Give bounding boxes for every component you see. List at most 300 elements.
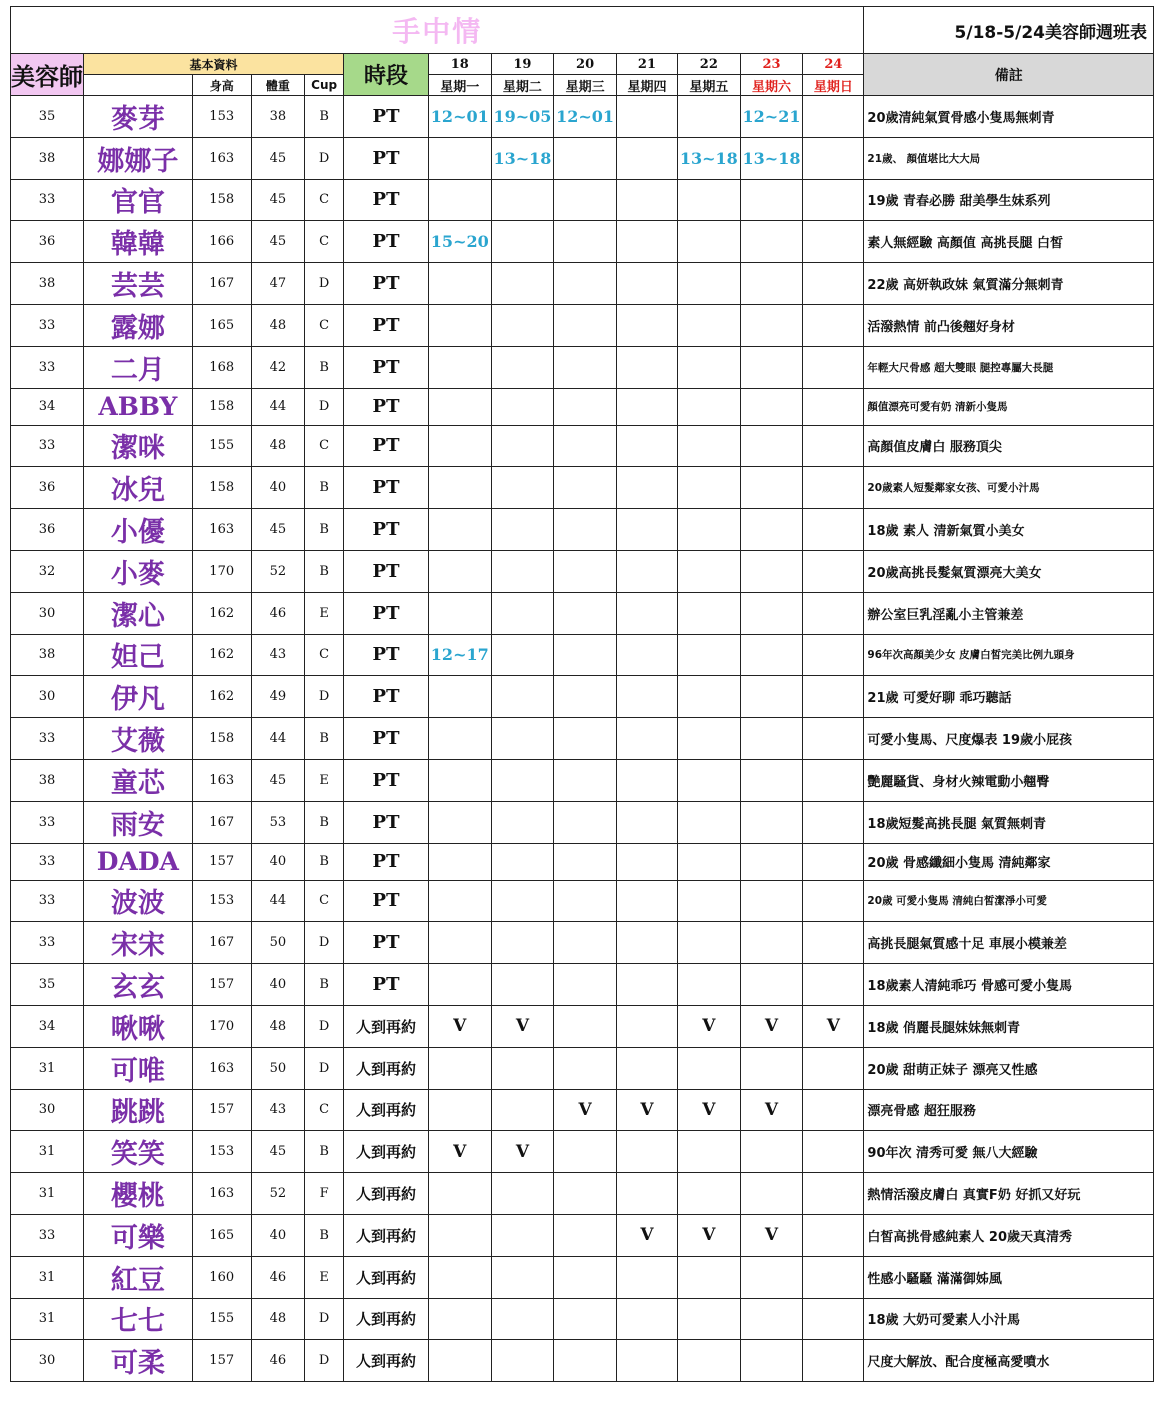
day-cell: [554, 922, 617, 964]
day-cell: [491, 550, 554, 592]
day-cell: [554, 964, 617, 1006]
day-cell: [678, 1340, 741, 1382]
note-cell: 20歲 骨感纖細小隻馬 清純鄰家: [864, 843, 1154, 880]
day-cell: [428, 801, 491, 843]
height-cell: 157: [192, 843, 251, 880]
day-cell: [678, 634, 741, 676]
note-cell: 高顏值皮膚白 服務頂尖: [864, 425, 1154, 467]
day-cell: [740, 1340, 803, 1382]
age-cell: 31: [11, 1173, 84, 1215]
day-cell: [616, 718, 677, 760]
beautician-name: 宋宋: [84, 922, 193, 964]
note-cell: 性感小騷騷 滿滿御姊風: [864, 1256, 1154, 1298]
beautician-name: 可柔: [84, 1340, 193, 1382]
day-cell: [740, 388, 803, 425]
day-cell: [616, 843, 677, 880]
day-cell: 13~18: [491, 137, 554, 179]
weekly-schedule-table: [10, 6, 1154, 1382]
height-cell: 163: [192, 137, 251, 179]
day-cell: 12~01: [554, 96, 617, 138]
height-cell: 163: [192, 1173, 251, 1215]
header-row-1: [11, 54, 1154, 75]
weight-cell: 40: [251, 964, 304, 1006]
day-cell: [803, 388, 864, 425]
day-cell: [678, 221, 741, 263]
day-cell: [803, 346, 864, 388]
day-cell: [803, 263, 864, 305]
weight-cell: 48: [251, 1298, 304, 1340]
cup-cell: B: [305, 509, 344, 551]
day-cell: [740, 843, 803, 880]
day-cell: [740, 922, 803, 964]
age-cell: 33: [11, 718, 84, 760]
table-row: [11, 221, 1154, 263]
note-cell: 白皙高挑骨感純素人 20歲天真清秀: [864, 1214, 1154, 1256]
slot-cell: PT: [344, 592, 429, 634]
age-cell: 33: [11, 179, 84, 221]
height-cell: 170: [192, 1005, 251, 1047]
height-cell: 166: [192, 221, 251, 263]
day-cell: [491, 1214, 554, 1256]
day-cell: [616, 880, 677, 922]
day-cell: [616, 1173, 677, 1215]
weight-cell: 44: [251, 718, 304, 760]
age-cell: 33: [11, 346, 84, 388]
beautician-name: ABBY: [84, 388, 193, 425]
cup-cell: E: [305, 592, 344, 634]
cup-cell: B: [305, 964, 344, 1006]
table-row: [11, 1298, 1154, 1340]
weight-cell: 48: [251, 425, 304, 467]
day-cell: [616, 759, 677, 801]
day-cell: [554, 718, 617, 760]
height-cell: 167: [192, 801, 251, 843]
note-cell: 顏值漂亮可愛有奶 清新小隻馬: [864, 388, 1154, 425]
note-cell: 活潑熱情 前凸後翹好身材: [864, 304, 1154, 346]
day-cell: [740, 1256, 803, 1298]
header-basic: 基本資料: [84, 54, 344, 75]
table-row: [11, 179, 1154, 221]
day-cell: [803, 843, 864, 880]
day-cell: [554, 1173, 617, 1215]
cup-cell: B: [305, 550, 344, 592]
slot-cell: PT: [344, 263, 429, 305]
beautician-name: 妲己: [84, 634, 193, 676]
slot-cell: 人到再約: [344, 1047, 429, 1089]
slot-cell: 人到再約: [344, 1173, 429, 1215]
note-cell: 艷麗騷貨、身材火辣電動小翹臀: [864, 759, 1154, 801]
header-weekday: 星期三: [554, 75, 617, 96]
day-cell: [616, 964, 677, 1006]
day-cell: [428, 676, 491, 718]
day-cell: [491, 304, 554, 346]
day-cell: [740, 425, 803, 467]
header-weekday: 星期五: [678, 75, 741, 96]
day-cell: [554, 1214, 617, 1256]
height-cell: 165: [192, 304, 251, 346]
height-cell: 162: [192, 592, 251, 634]
header-height: 身高: [192, 75, 251, 96]
day-cell: [740, 1047, 803, 1089]
height-cell: 163: [192, 759, 251, 801]
day-cell: [740, 346, 803, 388]
age-cell: 33: [11, 843, 84, 880]
weight-cell: 44: [251, 388, 304, 425]
beautician-name: 娜娜子: [84, 137, 193, 179]
day-cell: [491, 676, 554, 718]
day-cell: [678, 1131, 741, 1173]
beautician-name: 小優: [84, 509, 193, 551]
day-cell: [616, 221, 677, 263]
table-row: [11, 96, 1154, 138]
day-cell: [678, 759, 741, 801]
day-cell: [428, 964, 491, 1006]
header-weekday: 星期日: [803, 75, 864, 96]
day-cell: [554, 179, 617, 221]
beautician-name: 麥芽: [84, 96, 193, 138]
header-notes: 備註: [864, 54, 1154, 96]
age-cell: 38: [11, 634, 84, 676]
cup-cell: E: [305, 1256, 344, 1298]
table-row: [11, 634, 1154, 676]
day-cell: [616, 388, 677, 425]
age-cell: 30: [11, 592, 84, 634]
age-cell: 36: [11, 467, 84, 509]
note-cell: 20歲清純氣質骨感小隻馬無刺青: [864, 96, 1154, 138]
cup-cell: B: [305, 1214, 344, 1256]
day-cell: [491, 467, 554, 509]
day-cell: 12~01: [428, 96, 491, 138]
header-weekday: 星期一: [428, 75, 491, 96]
age-cell: 30: [11, 1340, 84, 1382]
table-row: [11, 1131, 1154, 1173]
cup-cell: C: [305, 1089, 344, 1131]
day-cell: [616, 1298, 677, 1340]
day-cell: [554, 801, 617, 843]
age-cell: 33: [11, 880, 84, 922]
day-cell: [491, 1298, 554, 1340]
age-cell: 33: [11, 425, 84, 467]
slot-cell: PT: [344, 759, 429, 801]
height-cell: 170: [192, 550, 251, 592]
beautician-name: DADA: [84, 843, 193, 880]
day-cell: [678, 880, 741, 922]
day-cell: [740, 964, 803, 1006]
day-cell: [428, 550, 491, 592]
note-cell: 18歲短髮高挑長腿 氣質無刺青: [864, 801, 1154, 843]
weight-cell: 46: [251, 592, 304, 634]
height-cell: 153: [192, 1131, 251, 1173]
day-cell: [803, 1214, 864, 1256]
table-row: [11, 1005, 1154, 1047]
cup-cell: B: [305, 96, 344, 138]
day-cell: [554, 1256, 617, 1298]
table-row: [11, 137, 1154, 179]
day-cell: [678, 263, 741, 305]
header-age: [84, 75, 193, 96]
day-cell: [554, 676, 617, 718]
day-cell: [740, 304, 803, 346]
day-cell: [491, 221, 554, 263]
cup-cell: D: [305, 676, 344, 718]
beautician-name: 露娜: [84, 304, 193, 346]
header-slot: 時段: [344, 54, 429, 96]
age-cell: 34: [11, 1005, 84, 1047]
note-cell: 可愛小隻馬、尺度爆表 19歲小屁孩: [864, 718, 1154, 760]
day-cell: [491, 425, 554, 467]
age-cell: 33: [11, 304, 84, 346]
slot-cell: PT: [344, 467, 429, 509]
day-cell: V: [740, 1005, 803, 1047]
age-cell: 31: [11, 1131, 84, 1173]
cup-cell: D: [305, 1005, 344, 1047]
day-cell: [803, 964, 864, 1006]
day-cell: [803, 1256, 864, 1298]
weight-cell: 43: [251, 634, 304, 676]
day-cell: V: [616, 1214, 677, 1256]
day-cell: [554, 843, 617, 880]
day-cell: [491, 346, 554, 388]
slot-cell: 人到再約: [344, 1256, 429, 1298]
cup-cell: D: [305, 1298, 344, 1340]
day-cell: [616, 346, 677, 388]
weight-cell: 50: [251, 922, 304, 964]
day-cell: [428, 1173, 491, 1215]
day-cell: [803, 1089, 864, 1131]
note-cell: 20歲 可愛小隻馬 清純白皙潔淨小可愛: [864, 880, 1154, 922]
day-cell: [616, 550, 677, 592]
day-cell: V: [803, 1005, 864, 1047]
age-cell: 38: [11, 759, 84, 801]
slot-cell: PT: [344, 221, 429, 263]
day-cell: [428, 1256, 491, 1298]
height-cell: 155: [192, 1298, 251, 1340]
age-cell: 38: [11, 137, 84, 179]
height-cell: 162: [192, 676, 251, 718]
day-cell: V: [678, 1214, 741, 1256]
beautician-name: 笑笑: [84, 1131, 193, 1173]
day-cell: 13~18: [740, 137, 803, 179]
day-cell: V: [678, 1005, 741, 1047]
day-cell: [616, 1005, 677, 1047]
title-row: [11, 7, 1154, 54]
beautician-name: 櫻桃: [84, 1173, 193, 1215]
day-cell: [678, 467, 741, 509]
day-cell: [491, 922, 554, 964]
day-cell: [554, 759, 617, 801]
note-cell: 素人無經驗 高顏值 高挑長腿 白皙: [864, 221, 1154, 263]
height-cell: 163: [192, 509, 251, 551]
day-cell: [428, 843, 491, 880]
slot-cell: 人到再約: [344, 1089, 429, 1131]
day-cell: [803, 425, 864, 467]
cup-cell: D: [305, 263, 344, 305]
day-cell: V: [678, 1089, 741, 1131]
day-cell: [678, 1298, 741, 1340]
slot-cell: PT: [344, 137, 429, 179]
height-cell: 167: [192, 922, 251, 964]
note-cell: 18歲素人清純乖巧 骨感可愛小隻馬: [864, 964, 1154, 1006]
height-cell: 160: [192, 1256, 251, 1298]
day-cell: [740, 1173, 803, 1215]
day-cell: [678, 922, 741, 964]
beautician-name: 潔咪: [84, 425, 193, 467]
day-cell: [554, 467, 617, 509]
cup-cell: B: [305, 718, 344, 760]
day-cell: [428, 880, 491, 922]
day-cell: [554, 388, 617, 425]
slot-cell: PT: [344, 509, 429, 551]
slot-cell: PT: [344, 179, 429, 221]
day-cell: [491, 1047, 554, 1089]
day-cell: [616, 509, 677, 551]
weight-cell: 45: [251, 1131, 304, 1173]
day-cell: [678, 843, 741, 880]
note-cell: 22歲 高妍執政妹 氣質滿分無刺青: [864, 263, 1154, 305]
day-cell: [678, 346, 741, 388]
day-cell: [740, 1131, 803, 1173]
weight-cell: 45: [251, 221, 304, 263]
day-cell: [678, 179, 741, 221]
height-cell: 158: [192, 179, 251, 221]
day-cell: [428, 592, 491, 634]
age-cell: 36: [11, 221, 84, 263]
day-cell: [428, 263, 491, 305]
height-cell: 163: [192, 1047, 251, 1089]
day-cell: [428, 1047, 491, 1089]
day-cell: [740, 263, 803, 305]
table-row: [11, 592, 1154, 634]
day-cell: [616, 467, 677, 509]
note-cell: 18歲 素人 清新氣質小美女: [864, 509, 1154, 551]
beautician-name: 玄玄: [84, 964, 193, 1006]
brand-title: 手中情: [11, 7, 864, 54]
day-cell: [554, 221, 617, 263]
weight-cell: 46: [251, 1340, 304, 1382]
age-cell: 33: [11, 922, 84, 964]
beautician-name: 七七: [84, 1298, 193, 1340]
table-row: [11, 801, 1154, 843]
day-cell: [803, 1298, 864, 1340]
day-cell: [491, 1089, 554, 1131]
day-cell: [428, 509, 491, 551]
day-cell: V: [491, 1005, 554, 1047]
note-cell: 90年次 清秀可愛 無八大經驗: [864, 1131, 1154, 1173]
day-cell: [491, 263, 554, 305]
weight-cell: 46: [251, 1256, 304, 1298]
day-cell: [616, 304, 677, 346]
slot-cell: PT: [344, 346, 429, 388]
weight-cell: 52: [251, 1173, 304, 1215]
beautician-name: 小麥: [84, 550, 193, 592]
age-cell: 38: [11, 263, 84, 305]
age-cell: 33: [11, 801, 84, 843]
slot-cell: PT: [344, 388, 429, 425]
cup-cell: C: [305, 221, 344, 263]
day-cell: [678, 96, 741, 138]
day-cell: [491, 880, 554, 922]
day-cell: [428, 137, 491, 179]
slot-cell: PT: [344, 964, 429, 1006]
table-row: [11, 880, 1154, 922]
table-row: [11, 1214, 1154, 1256]
age-cell: 33: [11, 1214, 84, 1256]
day-cell: [616, 1047, 677, 1089]
beautician-name: 二月: [84, 346, 193, 388]
slot-cell: PT: [344, 922, 429, 964]
note-cell: 21歲 可愛好聊 乖巧聽話: [864, 676, 1154, 718]
day-cell: [554, 263, 617, 305]
day-cell: [803, 179, 864, 221]
weight-cell: 47: [251, 263, 304, 305]
height-cell: 155: [192, 425, 251, 467]
day-cell: 15~20: [428, 221, 491, 263]
day-cell: [803, 467, 864, 509]
day-cell: [803, 801, 864, 843]
day-cell: [491, 964, 554, 1006]
day-cell: [616, 592, 677, 634]
table-row: [11, 304, 1154, 346]
table-row: [11, 676, 1154, 718]
height-cell: 168: [192, 346, 251, 388]
height-cell: 167: [192, 263, 251, 305]
day-cell: [803, 1173, 864, 1215]
note-cell: 漂亮骨感 超狂服務: [864, 1089, 1154, 1131]
slot-cell: 人到再約: [344, 1340, 429, 1382]
weight-cell: 44: [251, 880, 304, 922]
slot-cell: PT: [344, 880, 429, 922]
height-cell: 158: [192, 467, 251, 509]
day-cell: [428, 922, 491, 964]
day-cell: [554, 304, 617, 346]
day-cell: [803, 880, 864, 922]
weight-cell: 40: [251, 1214, 304, 1256]
note-cell: 18歲 大奶可愛素人小汁馬: [864, 1298, 1154, 1340]
day-cell: [803, 137, 864, 179]
weight-cell: 48: [251, 1005, 304, 1047]
table-row: [11, 388, 1154, 425]
cup-cell: C: [305, 304, 344, 346]
note-cell: 20歲素人短髮鄰家女孩、可愛小汁馬: [864, 467, 1154, 509]
day-cell: [616, 263, 677, 305]
header-date: 22: [678, 54, 741, 75]
cup-cell: B: [305, 467, 344, 509]
day-cell: [740, 718, 803, 760]
day-cell: [803, 676, 864, 718]
day-cell: [554, 1047, 617, 1089]
weight-cell: 45: [251, 509, 304, 551]
weight-cell: 42: [251, 346, 304, 388]
slot-cell: PT: [344, 425, 429, 467]
note-cell: 96年次高顏美少女 皮膚白皙完美比例九頭身: [864, 634, 1154, 676]
weight-cell: 45: [251, 179, 304, 221]
note-cell: 21歲、 顏值堪比大大局: [864, 137, 1154, 179]
cup-cell: C: [305, 880, 344, 922]
day-cell: [554, 425, 617, 467]
note-cell: 辦公室巨乳淫亂小主管兼差: [864, 592, 1154, 634]
weight-cell: 48: [251, 304, 304, 346]
beautician-name: 紅豆: [84, 1256, 193, 1298]
cup-cell: C: [305, 179, 344, 221]
cup-cell: F: [305, 1173, 344, 1215]
day-cell: [491, 843, 554, 880]
day-cell: [554, 346, 617, 388]
table-row: [11, 425, 1154, 467]
day-cell: [803, 1340, 864, 1382]
day-cell: [428, 425, 491, 467]
day-cell: [491, 179, 554, 221]
day-cell: [428, 1340, 491, 1382]
